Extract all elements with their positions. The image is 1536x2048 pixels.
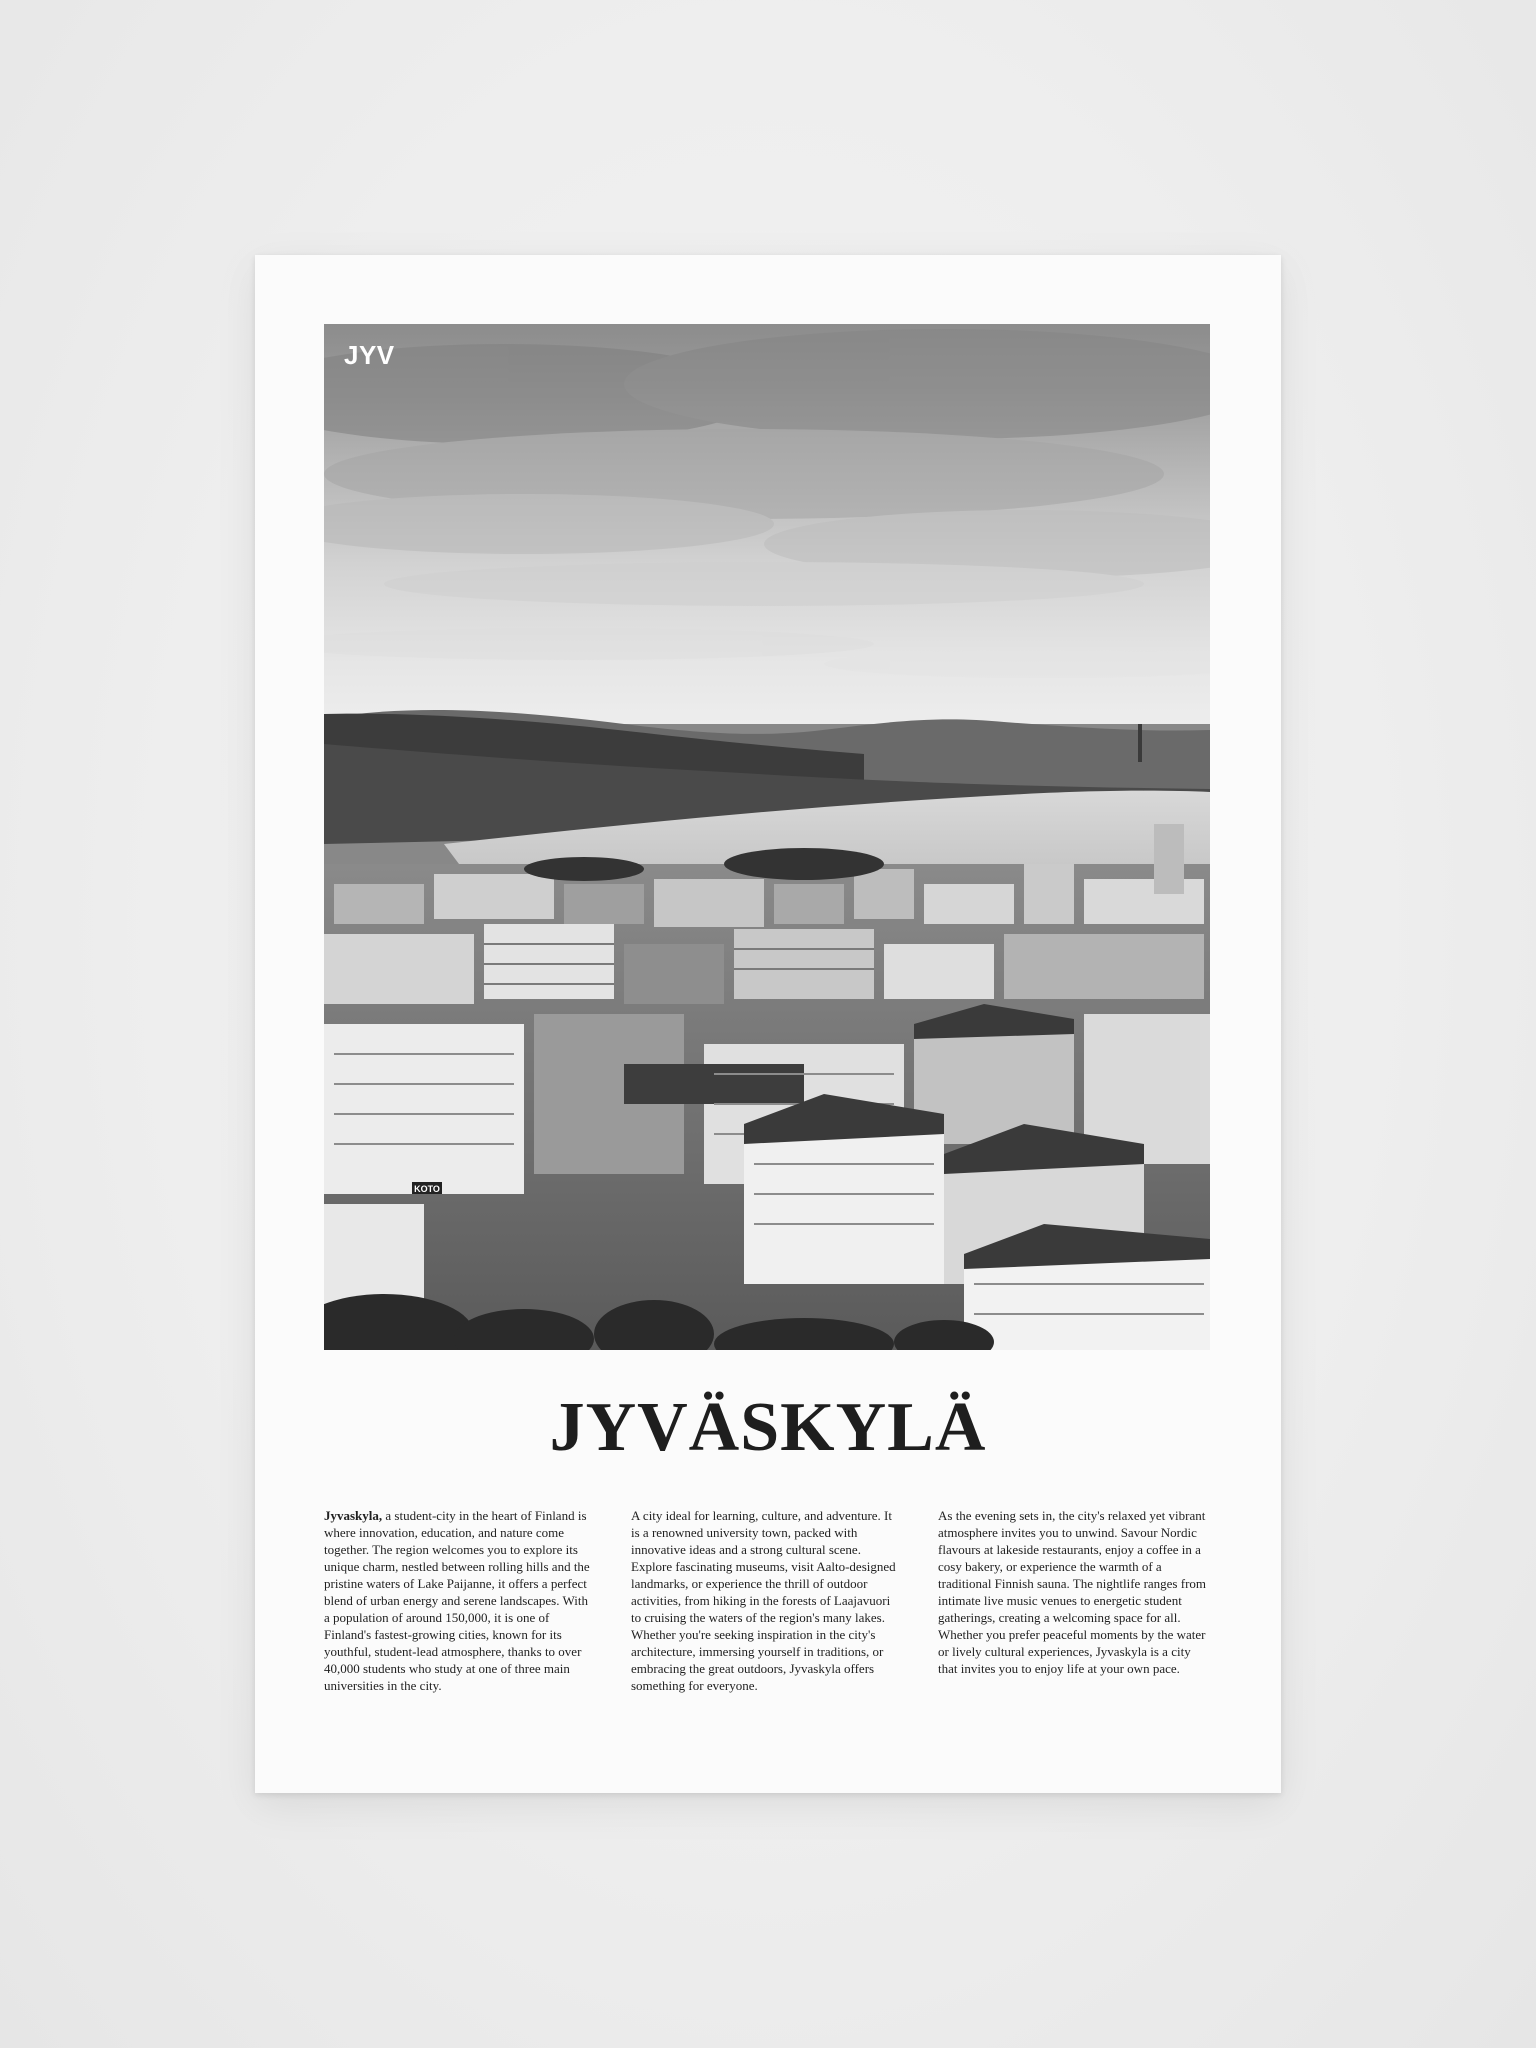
description-text-1: a student-city in the heart of Finland is where innovation, education, and nature come together. The region welcomes you to explore its unique charm, nestled between rolling hills and the pristine waters of Lake Paijanne, it offers a perfect blend of urban energy and serene landscapes. With a population of around 150,000, it is one of Finland's fastest-growing cities, known for its youthful, student-lead atmosphere, thanks to over 40,000 students who study at one of three main universities in the city. [324,1508,590,1693]
description-text-2: A city ideal for learning, culture, and adventure. It is a renowned university town, packed with innovative ideas and a strong cultural scene. Explore fascinating museums, visit Aalto-designed landmarks, or experience the thrill of outdoor activities, from hiking in the forests of Laajavuori to cruising the waters of the region's many lakes. Whether you're seeking inspiration in the city's architecture, immersing yourself in traditions, or embracing the great outdoors, Jyvaskyla offers something for everyone. [631,1508,896,1693]
description-column-2 [631,1507,903,1694]
shop-sign-text: KOTO [414,1184,440,1194]
city-photo-illustration [324,324,1210,1350]
description-columns [324,1507,1210,1737]
city-title: JYVÄSKYLÄ [549,1389,987,1466]
city-code-badge: JYV [344,340,395,370]
description-lead: Jyvaskyla, [324,1508,383,1523]
chimney [1138,724,1142,762]
description-column-3 [938,1507,1210,1677]
poster [255,255,1281,1793]
buildings-mid [324,924,1204,1004]
description-column-1 [324,1507,596,1694]
description-text-3: As the evening sets in, the city's relaxed yet vibrant atmosphere invites you to unwind. Savour Nordic flavours at lakeside restaurants, enjoy a coffee in a cosy bakery, or experience the warmth of a traditional Finnish sauna. The nightlife ranges from intimate live music venues to energetic student gatherings, creating a welcoming space for all. Whether you prefer peaceful moments by the water or lively cultural experiences, Jyvaskyla is a city that invites you to enjoy life at your own pace. [938,1508,1207,1676]
city-photo [324,324,1210,1350]
